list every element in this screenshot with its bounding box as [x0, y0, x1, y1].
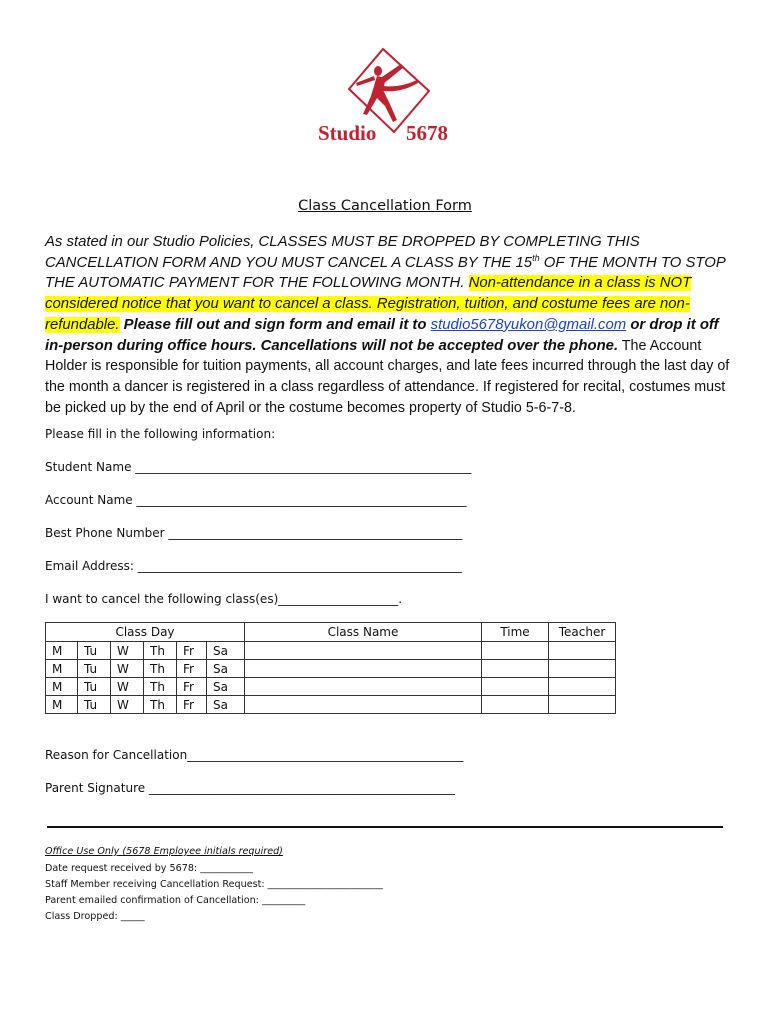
day-fri[interactable]: Fr — [177, 678, 207, 696]
studio-logo — [305, 40, 465, 150]
teacher-cell[interactable] — [549, 678, 616, 696]
policy-superscript: th — [532, 252, 540, 263]
policy-drop-off: or drop it off in-person during office hours. Cancellations will not be accepted over the phone. — [45, 316, 719, 354]
day-mon[interactable]: M — [46, 642, 78, 660]
time-cell[interactable] — [482, 696, 549, 714]
table-row — [46, 678, 616, 696]
teacher-cell[interactable] — [549, 642, 616, 660]
student-name-field[interactable]: Student Name ________________________________________________________ — [45, 460, 472, 474]
date-received-field[interactable]: Date request received by 5678: ___________ — [45, 863, 253, 874]
day-fri[interactable]: Fr — [177, 660, 207, 678]
header-teacher: Teacher — [549, 623, 616, 642]
day-fri[interactable]: Fr — [177, 642, 207, 660]
policy-highlight: Non-attendance in a class is NOT considered notice that you want to cancel a class. Registration, tuition, and costume fees are non-refundable. — [45, 275, 692, 333]
staff-member-field[interactable]: Staff Member receiving Cancellation Request: ________________________ — [45, 879, 383, 890]
day-mon[interactable]: M — [46, 660, 78, 678]
day-mon[interactable]: M — [46, 696, 78, 714]
class-name-cell[interactable] — [245, 660, 482, 678]
class-dropped-field[interactable]: Class Dropped: _____ — [45, 911, 145, 922]
day-tue[interactable]: Tu — [78, 660, 111, 678]
day-wed[interactable]: W — [111, 696, 144, 714]
day-fri[interactable]: Fr — [177, 696, 207, 714]
class-table — [45, 622, 616, 714]
studio-email-link[interactable]: studio5678yukon@gmail.com — [430, 316, 627, 333]
day-thu[interactable]: Th — [144, 642, 177, 660]
day-sat[interactable]: Sa — [207, 642, 245, 660]
header-time: Time — [482, 623, 549, 642]
day-mon[interactable]: M — [46, 678, 78, 696]
time-cell[interactable] — [482, 642, 549, 660]
table-row — [46, 642, 616, 660]
day-thu[interactable]: Th — [144, 678, 177, 696]
time-cell[interactable] — [482, 660, 549, 678]
day-tue[interactable]: Tu — [78, 696, 111, 714]
day-wed[interactable]: W — [111, 660, 144, 678]
divider — [47, 826, 723, 828]
policy-account-holder: The Account Holder is responsible for tuition payments, all account charges, and late fees incurred through the last day of the month a dancer is registered in a class regardless of attendance. If registered for recital, costumes must be picked up by the end of April or the costume becomes property of Studio 5-6-7-8. — [45, 337, 730, 416]
phone-field[interactable]: Best Phone Number _________________________________________________ — [45, 526, 463, 540]
day-wed[interactable]: W — [111, 678, 144, 696]
policy-paragraph — [45, 232, 735, 418]
teacher-cell[interactable] — [549, 660, 616, 678]
logo-studio-text: Studio — [318, 121, 377, 145]
office-use-title: Office Use Only (5678 Employee initials required) — [45, 846, 283, 857]
class-name-cell[interactable] — [245, 678, 482, 696]
day-thu[interactable]: Th — [144, 696, 177, 714]
time-cell[interactable] — [482, 678, 549, 696]
parent-emailed-field[interactable]: Parent emailed confirmation of Cancellation: _________ — [45, 895, 306, 906]
account-name-field[interactable]: Account Name _______________________________________________________ — [45, 493, 467, 507]
day-wed[interactable]: W — [111, 642, 144, 660]
class-name-cell[interactable] — [245, 696, 482, 714]
policy-text-1: As stated in our Studio Policies, CLASSES MUST BE DROPPED BY COMPLETING THIS CANCELLATION FORM AND YOU MUST CANCEL A CLASS BY THE 15 — [45, 234, 640, 271]
reason-field[interactable]: Reason for Cancellation______________________________________________ — [45, 748, 464, 762]
policy-instruction: Please fill out and sign form and email it to — [119, 316, 431, 333]
day-thu[interactable]: Th — [144, 660, 177, 678]
form-title: Class Cancellation Form — [298, 198, 472, 214]
day-sat[interactable]: Sa — [207, 678, 245, 696]
policy-text-2: OF THE MONTH TO STOP THE AUTOMATIC PAYMENT FOR THE FOLLOWING MONTH. — [45, 254, 726, 292]
teacher-cell[interactable] — [549, 696, 616, 714]
day-sat[interactable]: Sa — [207, 696, 245, 714]
table-row — [46, 696, 616, 714]
header-class-name: Class Name — [245, 623, 482, 642]
table-row — [46, 660, 616, 678]
fill-intro: Please fill in the following information: — [45, 427, 276, 441]
email-field[interactable]: Email Address: ______________________________________________________ — [45, 559, 462, 573]
logo-number-text: 5678 — [406, 121, 448, 145]
day-sat[interactable]: Sa — [207, 660, 245, 678]
class-name-cell[interactable] — [245, 642, 482, 660]
day-tue[interactable]: Tu — [78, 642, 111, 660]
cancel-classes-field[interactable]: I want to cancel the following class(es)____________________. — [45, 592, 403, 606]
signature-field[interactable]: Parent Signature ___________________________________________________ — [45, 781, 455, 795]
day-tue[interactable]: Tu — [78, 678, 111, 696]
header-class-day: Class Day — [46, 623, 245, 642]
